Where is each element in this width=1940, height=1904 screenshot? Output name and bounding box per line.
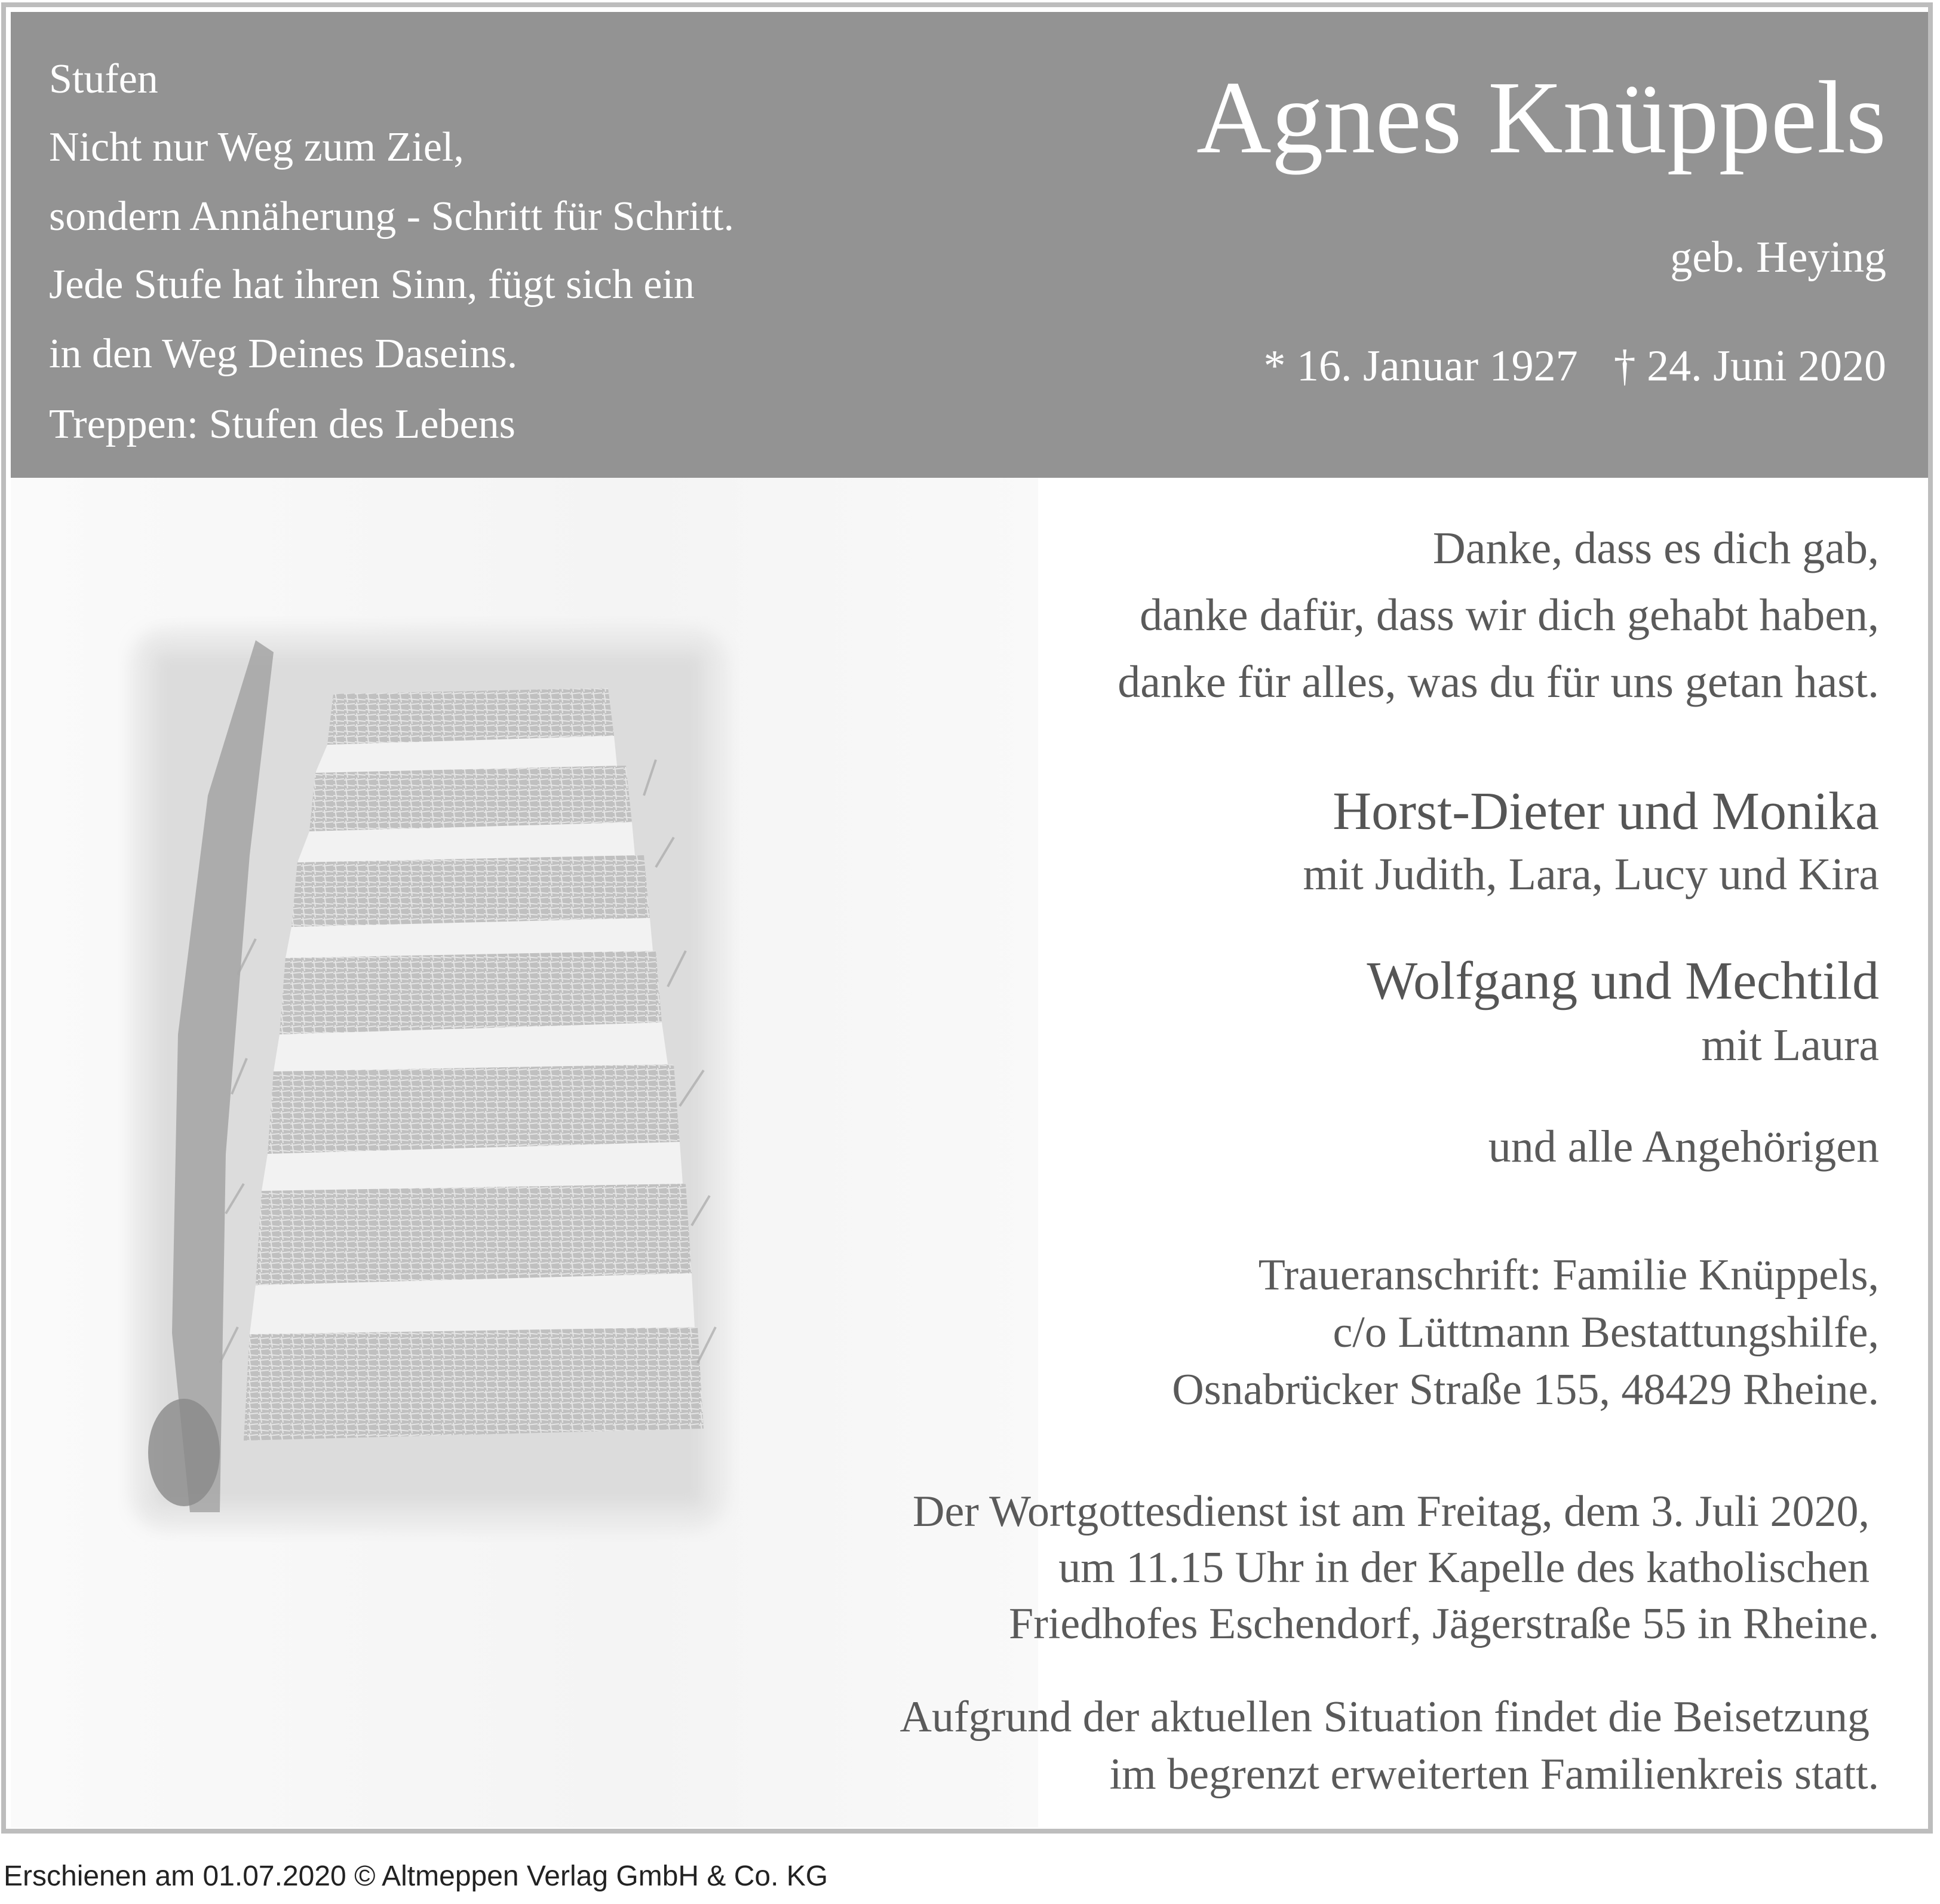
family-name: Horst-Dieter und Monika bbox=[1333, 782, 1879, 841]
deceased-name: Agnes Knüppels bbox=[1196, 60, 1886, 175]
address-line: c/o Lüttmann Bestattungshilfe, bbox=[1333, 1308, 1879, 1357]
death-date: † 24. Juni 2020 bbox=[1613, 342, 1886, 391]
poem-line: Treppen: Stufen des Lebens bbox=[49, 401, 515, 447]
obituary-card bbox=[1, 2, 1933, 1834]
service-line: Der Wortgottesdienst ist am Freitag, dem 3. Juli 2020, bbox=[913, 1487, 1870, 1536]
thanks-line: Danke, dass es dich gab, bbox=[1432, 523, 1879, 573]
poem-line: in den Weg Deines Daseins. bbox=[49, 331, 518, 377]
life-dates bbox=[1263, 342, 1887, 391]
burial-line: im begrenzt erweiterten Familienkreis statt. bbox=[1109, 1750, 1879, 1799]
family-name: Wolfgang und Mechtild bbox=[1367, 951, 1879, 1011]
burial-line: Aufgrund der aktuellen Situation findet die Beisetzung bbox=[900, 1693, 1870, 1742]
stairs-photo bbox=[11, 478, 1038, 1828]
service-line: Friedhofes Eschendorf, Jägerstraße 55 in Rheine. bbox=[1009, 1599, 1879, 1648]
family-members: mit Judith, Lara, Lucy und Kira bbox=[1303, 849, 1879, 899]
poem-line: Nicht nur Weg zum Ziel, bbox=[49, 124, 464, 170]
thanks-line: danke dafür, dass wir dich gehabt haben, bbox=[1140, 590, 1879, 640]
poem-title: Stufen bbox=[49, 56, 158, 102]
birth-name: geb. Heying bbox=[1670, 233, 1886, 282]
publication-footer: Erschienen am 01.07.2020 © Altmeppen Verlag GmbH & Co. KG bbox=[4, 1860, 828, 1892]
other-relatives: und alle Angehörigen bbox=[1488, 1122, 1879, 1172]
poem-line: sondern Annäherung - Schritt für Schritt. bbox=[49, 194, 735, 239]
address-line: Traueranschrift: Familie Knüppels, bbox=[1258, 1251, 1879, 1300]
header-banner bbox=[11, 12, 1928, 478]
poem-line: Jede Stufe hat ihren Sinn, fügt sich ein bbox=[49, 262, 695, 308]
service-line: um 11.15 Uhr in der Kapelle des katholischen bbox=[1058, 1543, 1870, 1592]
stairs-image bbox=[118, 616, 739, 1542]
birth-date: * 16. Januar 1927 bbox=[1263, 342, 1578, 391]
address-line: Osnabrücker Straße 155, 48429 Rheine. bbox=[1172, 1365, 1879, 1414]
family-members: mit Laura bbox=[1701, 1020, 1879, 1070]
thanks-line: danke für alles, was du für uns getan hast. bbox=[1118, 657, 1879, 707]
